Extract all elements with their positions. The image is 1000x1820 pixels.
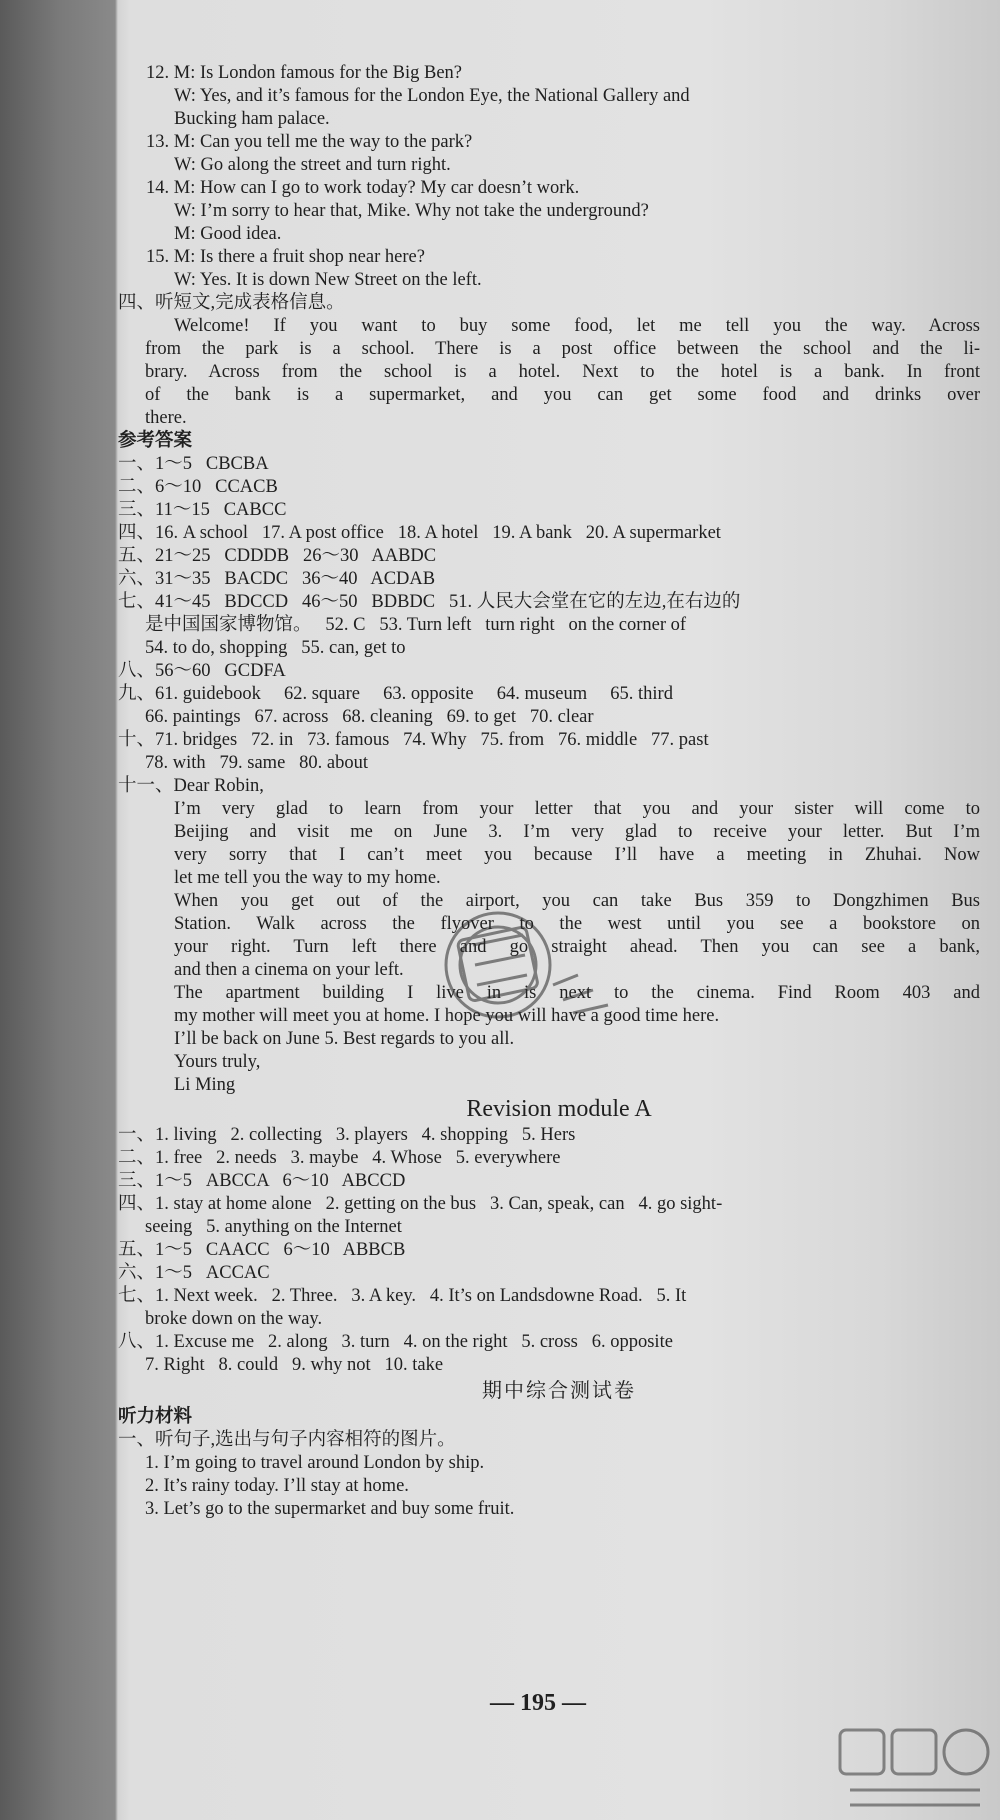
text-line: 三、11～15 CABCC	[118, 500, 287, 520]
text-line: 7. Right 8. could 9. why not 10. take	[145, 1355, 444, 1375]
text-line: 12. M: Is London famous for the Big Ben?	[146, 63, 462, 83]
text-line: there.	[145, 408, 187, 428]
text-line: Welcome! If you want to buy some food, let me tell you the way. Across	[174, 316, 980, 336]
text-line: W: Yes. It is down New Street on the left.	[174, 270, 482, 290]
text-line: very sorry that I can’t meet you because I’ll have a meeting in Zhuhai. Now	[174, 845, 980, 865]
text-line: 54. to do, shopping 55. can, get to	[145, 638, 406, 658]
document-page	[118, 0, 1000, 1820]
text-line: 八、56～60 GCDFA	[118, 661, 286, 681]
text-line: 14. M: How can I go to work today? My car doesn’t work.	[146, 178, 580, 198]
text-line: W: I’m sorry to hear that, Mike. Why not take the underground?	[174, 201, 649, 221]
text-line: Li Ming	[174, 1075, 236, 1095]
text-line: 五、1～5 CAACC 6～10 ABBCB	[118, 1240, 406, 1260]
text-line: seeing 5. anything on the Internet	[145, 1217, 402, 1237]
text-line: 15. M: Is there a fruit shop near here?	[146, 247, 425, 267]
text-line: 13. M: Can you tell me the way to the park?	[146, 132, 473, 152]
text-line: 九、61. guidebook 62. square 63. opposite 64. museum 65. third	[118, 684, 673, 704]
text-line: I’ll be back on June 5. Best regards to you all.	[174, 1029, 515, 1049]
text-line: 一、1. living 2. collecting 3. players 4. shopping 5. Hers	[118, 1125, 576, 1145]
text-line: Yours truly,	[174, 1052, 261, 1072]
watermark-stamp-icon	[403, 905, 643, 1035]
text-line: 六、1～5 ACCAC	[118, 1263, 270, 1283]
text-line: 1. I’m going to travel around London by ship.	[145, 1453, 485, 1473]
text-line: and then a cinema on your left.	[174, 960, 404, 980]
text-line: 三、1～5 ABCCA 6～10 ABCCD	[118, 1171, 406, 1191]
text-line: 四、16. A school 17. A post office 18. A hotel 19. A bank 20. A supermarket	[118, 523, 721, 543]
text-line: 66. paintings 67. across 68. cleaning 69. to get 70. clear	[145, 707, 594, 727]
text-line: 七、1. Next week. 2. Three. 3. A key. 4. It’s on Landsdowne Road. 5. It	[118, 1286, 687, 1306]
text-line: When you get out of the airport, you can take Bus 359 to Dongzhimen Bus	[174, 891, 980, 911]
text-line: M: Good idea.	[174, 224, 282, 244]
text-line: 七、41～45 BDCCD 46～50 BDBDC 51. 人民大会堂在它的左边,在右边的	[118, 592, 741, 612]
text-line: 六、31～35 BACDC 36～40 ACDAB	[118, 569, 436, 589]
text-line: The apartment building I live in is next to the cinema. Find Room 403 and	[174, 983, 980, 1003]
text-line: 期中综合测试卷	[482, 1380, 636, 1402]
text-line: 二、1. free 2. needs 3. maybe 4. Whose 5. everywhere	[118, 1148, 561, 1168]
text-line: 十、71. bridges 72. in 73. famous 74. Why 75. from 76. middle 77. past	[118, 730, 709, 750]
text-line: 2. It’s rainy today. I’ll stay at home.	[145, 1476, 409, 1496]
text-line: 五、21～25 CDDDB 26～30 AABDC	[118, 546, 437, 566]
text-line: let me tell you the way to my home.	[174, 868, 441, 888]
text-line: of the bank is a supermarket, and you can get some food and drinks over	[145, 385, 980, 405]
text-line: Station. Walk across the flyover to the west until you see a bookstore on	[174, 914, 980, 934]
text-line: Beijing and visit me on June 3. I’m very glad to receive your letter. But I’m	[174, 822, 980, 842]
text-line: I’m very glad to learn from your letter that you and your sister will come to	[174, 799, 980, 819]
text-line: 八、1. Excuse me 2. along 3. turn 4. on the right 5. cross 6. opposite	[118, 1332, 673, 1352]
text-line: 一、1～5 CBCBA	[118, 454, 269, 474]
text-line: 一、听句子,选出与句子内容相符的图片。	[118, 1430, 456, 1450]
text-line: W: Go along the street and turn right.	[174, 155, 451, 175]
text-line: brary. Across from the school is a hotel. Next to the hotel is a bank. In front	[145, 362, 980, 382]
text-line: broke down on the way.	[145, 1309, 323, 1329]
text-line: Revision module A	[466, 1096, 652, 1122]
text-line: 四、1. stay at home alone 2. getting on the bus 3. Can, speak, can 4. go sight-	[118, 1194, 723, 1214]
text-line: 78. with 79. same 80. about	[145, 753, 369, 773]
text-line: 3. Let’s go to the supermarket and buy some fruit.	[145, 1499, 515, 1519]
text-line: from the park is a school. There is a post office between the school and the li-	[145, 339, 980, 359]
watermark-logo-icon	[830, 1720, 1000, 1820]
text-line: your right. Turn left there and go straight ahead. Then you can see a bank,	[174, 937, 980, 957]
text-line: Bucking ham palace.	[174, 109, 330, 129]
text-line: 十一、Dear Robin,	[118, 776, 264, 796]
text-line: 听力材料	[118, 1407, 193, 1427]
text-line: 参考答案	[118, 431, 193, 451]
text-line: 四、听短文,完成表格信息。	[118, 293, 345, 313]
text-line: my mother will meet you at home. I hope you will have a good time here.	[174, 1006, 720, 1026]
text-line: W: Yes, and it’s famous for the London Eye, the National Gallery and	[174, 86, 690, 106]
page-number: — 195 —	[490, 1690, 586, 1716]
text-line: 二、6～10 CCACB	[118, 477, 278, 497]
text-line: 是中国国家博物馆。 52. C 53. Turn left turn right on the corner of	[145, 615, 687, 635]
